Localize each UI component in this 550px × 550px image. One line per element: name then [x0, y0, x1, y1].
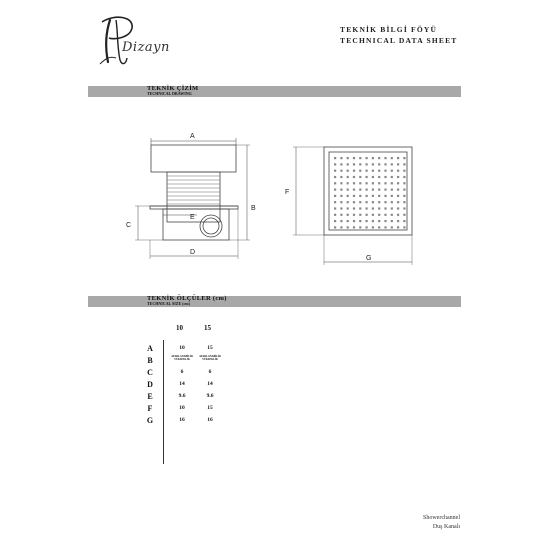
grate-hole [378, 226, 380, 228]
grate-hole [384, 195, 386, 197]
grate-hole [397, 176, 399, 178]
grate-hole [340, 226, 342, 228]
thread-lines [167, 176, 220, 204]
grate-hole [397, 207, 399, 209]
grate-hole [347, 207, 349, 209]
grate-hole [391, 157, 393, 159]
grate-hole [397, 189, 399, 191]
drain-lower-body [163, 209, 229, 240]
document-title [340, 24, 458, 46]
table-cell: 10 [179, 345, 185, 351]
dim-label-d: D [190, 249, 196, 256]
grate-hole [378, 163, 380, 165]
grate-hole [359, 170, 361, 172]
section-subtitle-size: TECHNICAL SIZE (cm) [147, 301, 190, 306]
grate-hole [391, 170, 393, 172]
grate-hole [378, 214, 380, 216]
grate-hole [372, 201, 374, 203]
grate-hole [334, 195, 336, 197]
grate-hole [340, 220, 342, 222]
grate-inner-frame [329, 152, 407, 230]
grate-hole [340, 214, 342, 216]
grate-hole [340, 189, 342, 191]
grate-hole [334, 170, 336, 172]
grate-hole [340, 201, 342, 203]
grate-hole [353, 170, 355, 172]
grate-hole [384, 176, 386, 178]
grate-hole [378, 176, 380, 178]
grate-hole [391, 195, 393, 197]
grate-hole [359, 163, 361, 165]
grate-hole [366, 182, 368, 184]
section-title-drawing: TEKNİK ÇİZİM [147, 85, 199, 92]
grate-hole [384, 182, 386, 184]
title-turkish: TEKNİK BİLGİ FÖYÜ [340, 25, 438, 34]
dim-label-e: E [190, 214, 195, 221]
grate-hole [372, 214, 374, 216]
grate-hole [397, 220, 399, 222]
table-cell: 10 [179, 405, 185, 411]
dim-label-c: C [126, 222, 132, 229]
table-cell: 9.6 [178, 393, 186, 399]
logo-wordmark: Dizayn [122, 40, 170, 55]
grate-hole [366, 207, 368, 209]
grate-hole [366, 176, 368, 178]
grate-hole [353, 195, 355, 197]
grate-hole [372, 182, 374, 184]
table-cell: AYARLANABİLİR YÜKSEKLİK [171, 355, 193, 361]
table-divider [163, 340, 164, 464]
table-cell: AYARLANABİLİR YÜKSEKLİK [199, 355, 221, 361]
grate-hole [384, 189, 386, 191]
grate-hole [397, 214, 399, 216]
table-cell: 6 [180, 369, 184, 375]
grate-hole [359, 201, 361, 203]
product-name-english: Showerchannel [423, 515, 460, 521]
grate-hole [347, 220, 349, 222]
grate-hole [353, 226, 355, 228]
row-letter: B [147, 356, 153, 365]
grate-hole [334, 189, 336, 191]
row-letter: D [147, 380, 153, 389]
grate-hole [340, 182, 342, 184]
grate-hole [359, 157, 361, 159]
grate-hole [391, 220, 393, 222]
grate-hole [384, 226, 386, 228]
grate-hole [359, 176, 361, 178]
product-name [423, 514, 460, 532]
grate-hole [359, 207, 361, 209]
row-letter: G [146, 416, 154, 425]
grate-hole [378, 201, 380, 203]
grate-hole [340, 176, 342, 178]
grate-hole [403, 195, 405, 197]
dim-label-g: G [366, 255, 372, 262]
grate-perforations [334, 157, 406, 229]
grate-hole [340, 207, 342, 209]
grate-hole [372, 226, 374, 228]
grate-hole [372, 163, 374, 165]
grate-hole [347, 170, 349, 172]
grate-hole [391, 176, 393, 178]
grate-hole [372, 207, 374, 209]
grate-hole [391, 182, 393, 184]
grate-hole [378, 207, 380, 209]
grate-hole [372, 189, 374, 191]
column-header-10: 10 [176, 324, 183, 332]
grate-hole [353, 157, 355, 159]
section-bar-drawing [88, 86, 461, 97]
table-cell: 14 [179, 381, 185, 387]
grate-hole [347, 176, 349, 178]
grate-hole [391, 201, 393, 203]
grate-hole [403, 189, 405, 191]
table-cell: 6 [208, 369, 212, 375]
grate-hole [384, 220, 386, 222]
grate-hole [391, 214, 393, 216]
grate-hole [384, 170, 386, 172]
grate-hole [378, 182, 380, 184]
table-cell: 16 [207, 417, 213, 423]
dim-label-b: B [251, 205, 256, 212]
grate-hole [359, 182, 361, 184]
grate-hole [340, 195, 342, 197]
grate-hole [347, 163, 349, 165]
dim-label-a: A [190, 133, 195, 140]
grate-hole [340, 170, 342, 172]
grate-hole [403, 176, 405, 178]
grate-hole [384, 214, 386, 216]
grate-hole [403, 207, 405, 209]
grate-hole [397, 226, 399, 228]
table-cell: 16 [179, 417, 185, 423]
grate-outer-frame [324, 147, 412, 235]
grate-hole [391, 163, 393, 165]
grate-hole [372, 176, 374, 178]
grate-hole [384, 163, 386, 165]
grate-hole [353, 182, 355, 184]
title-english: TECHNICAL DATA SHEET [340, 36, 458, 45]
grate-hole [340, 157, 342, 159]
grate-hole [347, 214, 349, 216]
grate-hole [391, 189, 393, 191]
grate-hole [340, 163, 342, 165]
grate-hole [366, 201, 368, 203]
table-cell: 15 [207, 345, 213, 351]
grate-hole [378, 220, 380, 222]
grate-hole [353, 207, 355, 209]
grate-hole [366, 220, 368, 222]
grate-hole [378, 189, 380, 191]
grate-hole [366, 226, 368, 228]
grate-hole [347, 182, 349, 184]
table-cell: 15 [207, 405, 213, 411]
grate-hole [372, 170, 374, 172]
grate-hole [334, 226, 336, 228]
grate-hole [397, 157, 399, 159]
outlet-pipe-outer [200, 215, 222, 237]
grate-hole [334, 182, 336, 184]
product-name-turkish: Duş Kanalı [432, 524, 460, 530]
grate-hole [334, 220, 336, 222]
grate-hole [347, 189, 349, 191]
grate-hole [366, 157, 368, 159]
grate-hole [397, 163, 399, 165]
grate-hole [353, 220, 355, 222]
grate-hole [353, 176, 355, 178]
grate-hole [334, 201, 336, 203]
grate-hole [359, 214, 361, 216]
outlet-pipe-inner [203, 218, 219, 234]
grate-hole [403, 226, 405, 228]
grate-hole [403, 170, 405, 172]
drain-top-plate [151, 145, 236, 172]
section-bar-size [88, 296, 461, 307]
grate-hole [372, 157, 374, 159]
grate-hole [334, 207, 336, 209]
grate-hole [403, 163, 405, 165]
grate-hole [391, 226, 393, 228]
grate-hole [334, 163, 336, 165]
row-letter: E [147, 392, 153, 401]
grate-hole [384, 201, 386, 203]
grate-hole [334, 214, 336, 216]
dim-label-f: F [285, 189, 290, 196]
table-cell: 14 [207, 381, 213, 387]
grate-hole [397, 170, 399, 172]
grate-hole [353, 214, 355, 216]
grate-hole [378, 195, 380, 197]
grate-hole [384, 207, 386, 209]
grate-hole [403, 214, 405, 216]
column-header-15: 15 [204, 324, 211, 332]
grate-hole [391, 207, 393, 209]
grate-hole [397, 195, 399, 197]
grate-hole [359, 220, 361, 222]
row-letter: F [147, 404, 153, 413]
grate-hole [397, 201, 399, 203]
grate-hole [359, 195, 361, 197]
grate-hole [334, 176, 336, 178]
grate-hole [366, 214, 368, 216]
grate-hole [403, 220, 405, 222]
grate-hole [353, 163, 355, 165]
table-cell: 9.6 [206, 393, 214, 399]
drain-threaded-body [167, 172, 220, 222]
grate-hole [403, 157, 405, 159]
grate-hole [372, 220, 374, 222]
grate-hole [334, 157, 336, 159]
row-letter: C [147, 368, 153, 377]
grate-hole [347, 226, 349, 228]
grate-hole [378, 157, 380, 159]
grate-hole [372, 195, 374, 197]
grate-hole [397, 182, 399, 184]
section-subtitle-drawing: TECHNICAL DRAWING [147, 91, 192, 96]
grate-hole [353, 201, 355, 203]
grate-hole [403, 201, 405, 203]
grate-hole [359, 189, 361, 191]
grate-hole [359, 226, 361, 228]
grate-hole [347, 201, 349, 203]
grate-hole [366, 163, 368, 165]
grate-hole [403, 182, 405, 184]
grate-hole [347, 157, 349, 159]
row-letter: A [147, 344, 153, 353]
grate-hole [353, 189, 355, 191]
grate-hole [366, 170, 368, 172]
grate-hole [384, 157, 386, 159]
grate-hole [378, 170, 380, 172]
grate-hole [347, 195, 349, 197]
grate-hole [366, 189, 368, 191]
grate-hole [366, 195, 368, 197]
section-title-size: TEKNİK ÖLÇÜLER (cm) [147, 295, 227, 302]
